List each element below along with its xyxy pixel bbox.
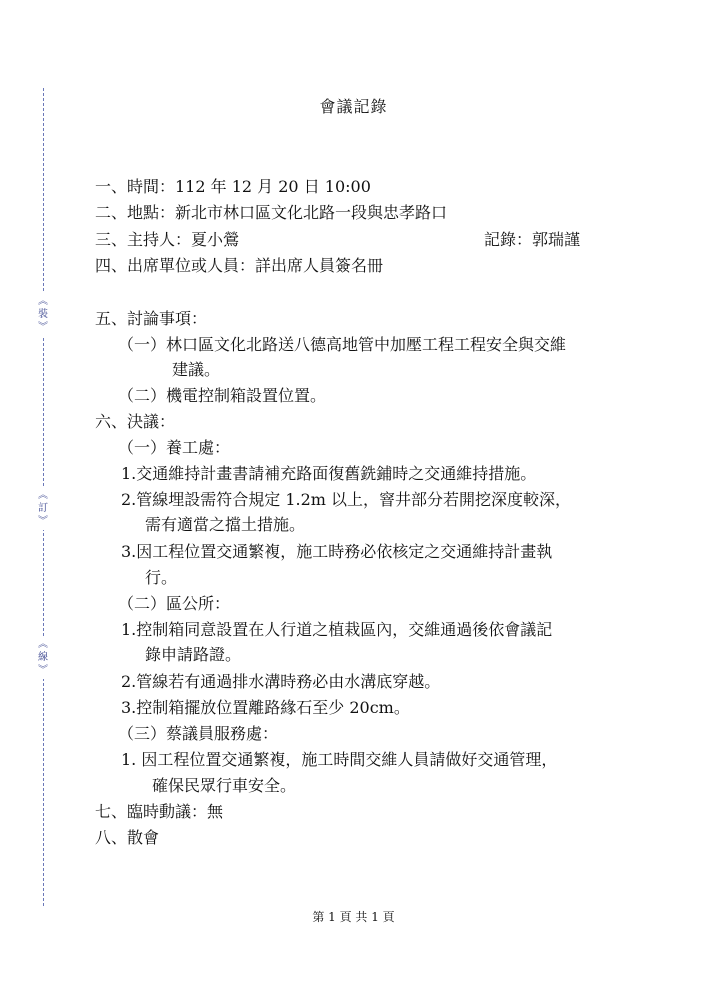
item-attendees: 四、出席單位或人員：詳出席人員簽名冊: [95, 256, 384, 275]
item-location: 二、地點：新北市林口區文化北路一段與忠孝路口: [95, 203, 448, 222]
page-number: 第 1 頁 共 1 頁: [312, 910, 395, 924]
binding-mark-ding: [32, 487, 54, 530]
item-resolutions: 六、決議：: [95, 412, 176, 431]
item-extempore-motion: 七、臨時動議：無: [95, 802, 224, 821]
resolution-1-1: 1.交通維持計畫書請補充路面復舊銑鋪時之交通維持措施。: [121, 464, 537, 483]
discussion-item-1-cont: 建議。: [172, 360, 221, 379]
binding-mark-text: ︽ 裝 ︾: [38, 296, 48, 333]
resolution-2-1: 1.控制箱同意設置在人行道之植栽區內，交維通過後依會議記: [121, 620, 553, 639]
resolution-1-2: 2.管線埋設需符合規定 1.2m 以上，窨井部分若開挖深度較深，: [121, 490, 572, 509]
resolution-2-2: 2.管線若有通過排水溝時務必由水溝底穿越。: [121, 672, 441, 691]
resolution-1-2-cont: 需有適當之擋土措施。: [145, 515, 306, 534]
resolution-1-3-cont: 行。: [145, 568, 178, 587]
resolution-section-3: （三）蔡議員服務處：: [118, 724, 279, 743]
discussion-item-1: （一）林口區文化北路送八德高地管中加壓工程工程安全與交維: [118, 335, 567, 354]
resolution-section-1: （一）養工處：: [118, 438, 231, 457]
resolution-3-1: 1. 因工程位置交通繁複，施工時間交維人員請做好交通管理，: [121, 750, 558, 769]
binding-mark-text: ︽ 線 ︾: [38, 639, 48, 676]
binding-mark-zhuang: [32, 293, 54, 336]
resolution-section-2: （二）區公所：: [118, 594, 231, 613]
item-discussion: 五、討論事項：: [95, 309, 208, 328]
item-time: 一、時間：112 年 12 月 20 日 10:00: [95, 177, 371, 196]
document-title: 會議記錄: [319, 97, 388, 116]
item-adjourn: 八、散會: [95, 828, 160, 847]
resolution-2-1-cont: 錄申請路證。: [145, 645, 242, 664]
discussion-item-2: （二）機電控制箱設置位置。: [118, 386, 327, 405]
binding-mark-xian: [32, 636, 54, 679]
resolution-2-3: 3.控制箱擺放位置離路緣石至少 20cm。: [121, 698, 410, 717]
resolution-1-3: 3.因工程位置交通繁複，施工時務必依核定之交通維持計畫執: [121, 542, 553, 561]
item-recorder: 記錄：郭瑞謹: [484, 230, 581, 249]
item-host: 三、主持人：夏小鶯: [95, 230, 240, 249]
resolution-3-1-cont: 確保民眾行車安全。: [152, 776, 297, 795]
binding-mark-text: ︽ 訂 ︾: [38, 490, 48, 527]
